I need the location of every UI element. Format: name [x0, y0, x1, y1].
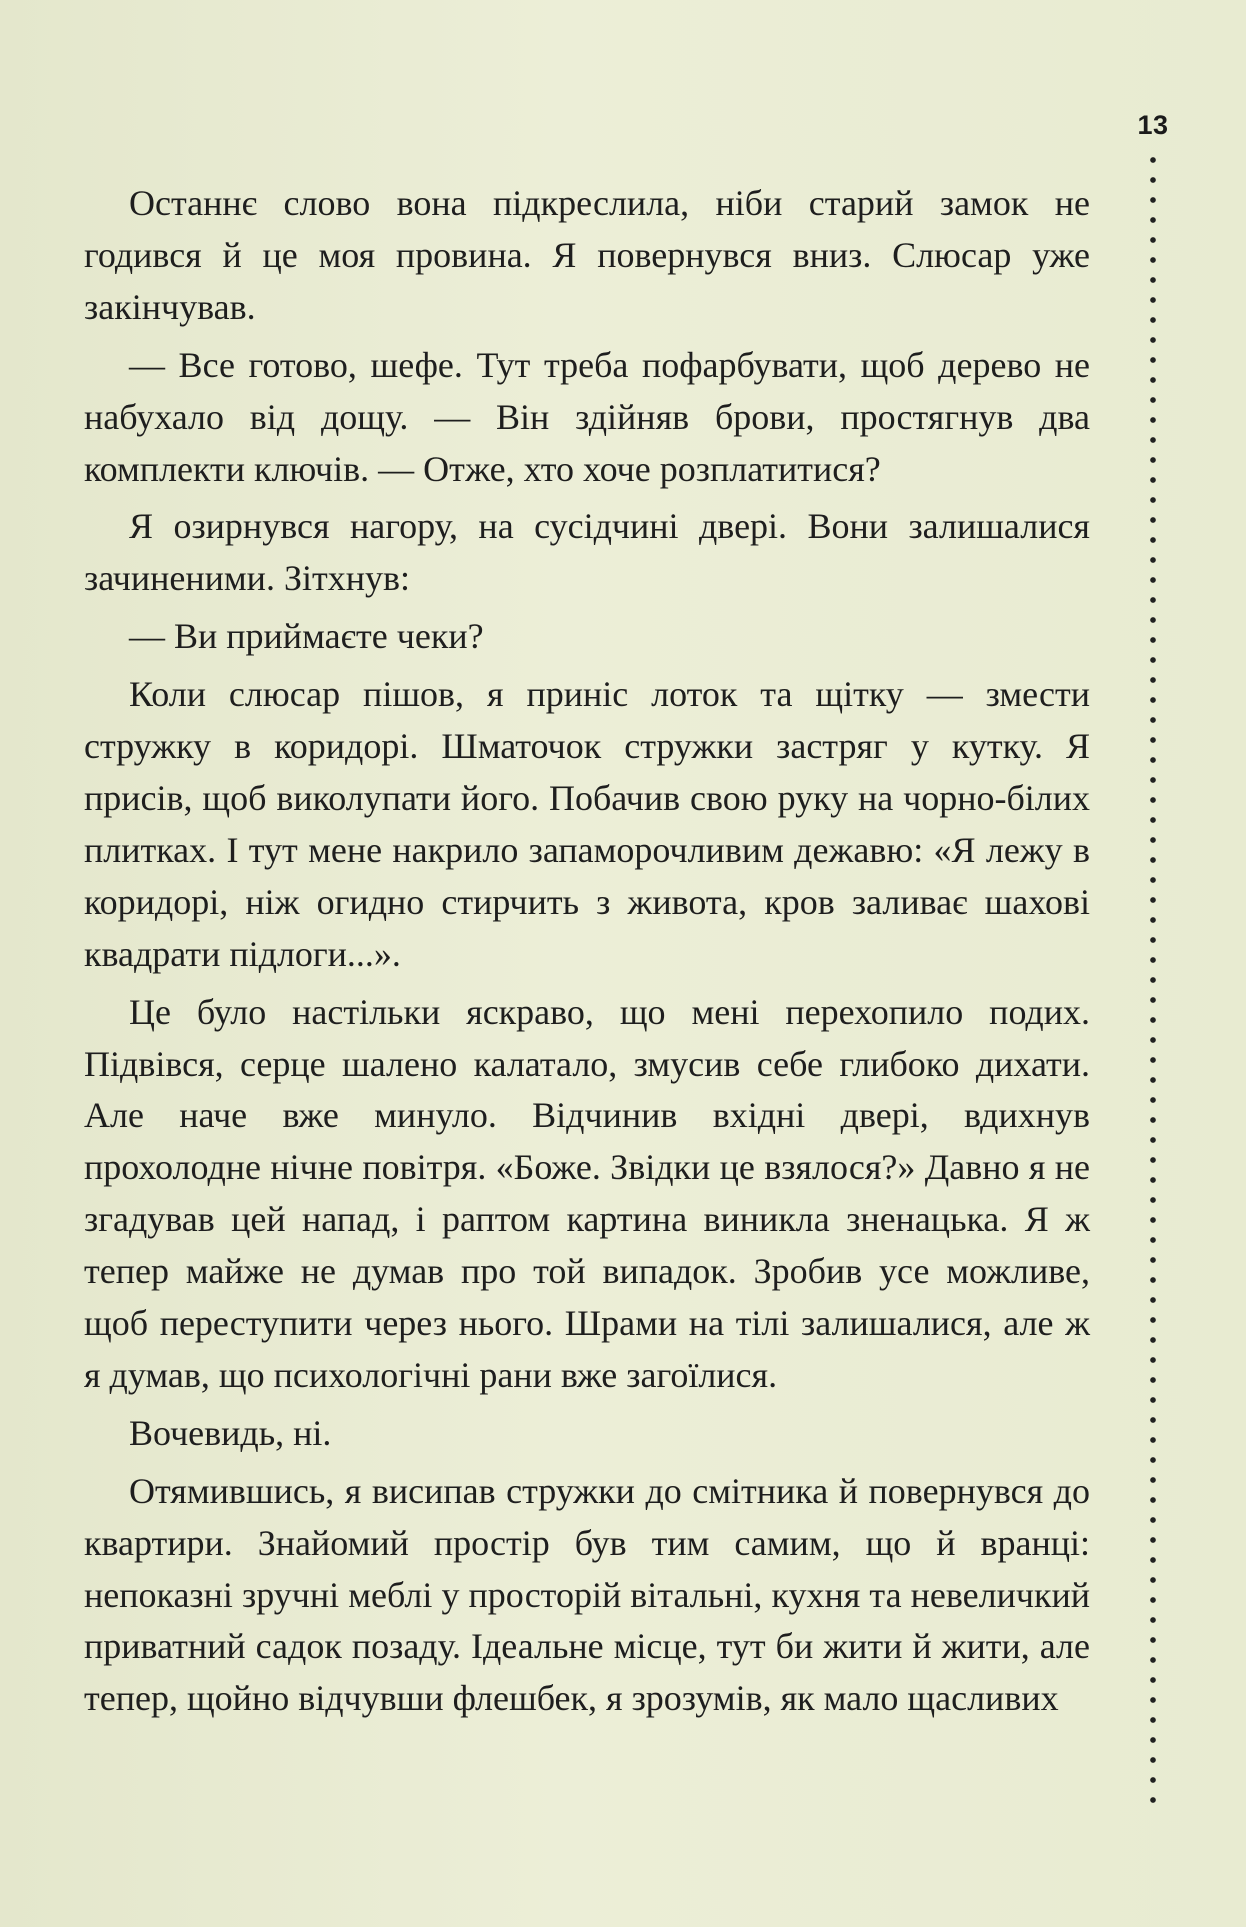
dotted-margin-line	[1143, 150, 1163, 1805]
paragraph: Отямившись, я висипав стружки до смітника й повернувся до квартири. Знайомий простір був тим самим, що й вранці: непоказні зручні меблі у просторій вітальні, кухня та невеличкий приватний садок позаду. Ідеальне місце, тут би жити й жити, але тепер, щойно відчувши флешбек, я зрозумів, як мало щасливих	[84, 1470, 1090, 1719]
paragraph: Я озирнувся нагору, на сусідчині двері. Вони залишалися зачиненими. Зітхнув:	[84, 506, 1090, 599]
paragraph: Коли слюсар пішов, я приніс лоток та щітку — змести стружку в коридорі. Шматочок стружки застряг у кутку. Я присів, щоб виколупати його. Побачив свою руку на чорно-білих плитках. І тут мене накрило запаморочливим дежавю: «Я лежу в коридорі, ніж огидно стирчить з живота, кров заливає шахові квадрати підлоги...».	[84, 674, 1090, 974]
page-number: 13	[1137, 110, 1169, 140]
paragraph: Вочевидь, ні.	[129, 1412, 332, 1453]
body-text	[84, 178, 1090, 1725]
paragraph: — Все готово, шефе. Тут треба пофарбувати, щоб дерево не набухало від дощу. — Він здійняв брови, простягнув два комплекти ключів. — Отже, хто хоче розплатитися?	[84, 344, 1090, 489]
paragraph: Останнє слово вона підкреслила, ніби старий замок не годився й це моя провина. Я повернувся вниз. Слюсар уже закінчував.	[84, 183, 1090, 327]
paragraph: — Ви приймаєте чеки?	[129, 616, 484, 657]
paragraph: Це було настільки яскраво, що мені перехопило подих. Підвівся, серце шалено калатало, змусив себе глибоко дихати. Але наче вже минуло. Відчинив вхідні двері, вдихнув прохолодне нічне повітря. «Боже. Звідки це взялося?» Давно я не згадував цей напад, і раптом картина виникла зненацька. Я ж тепер майже не думав про той випадок. Зробив усе можливе, щоб переступити через нього. Шрами на тілі залишалися, але ж я думав, що психологічні рани вже загоїлися.	[84, 991, 1090, 1395]
